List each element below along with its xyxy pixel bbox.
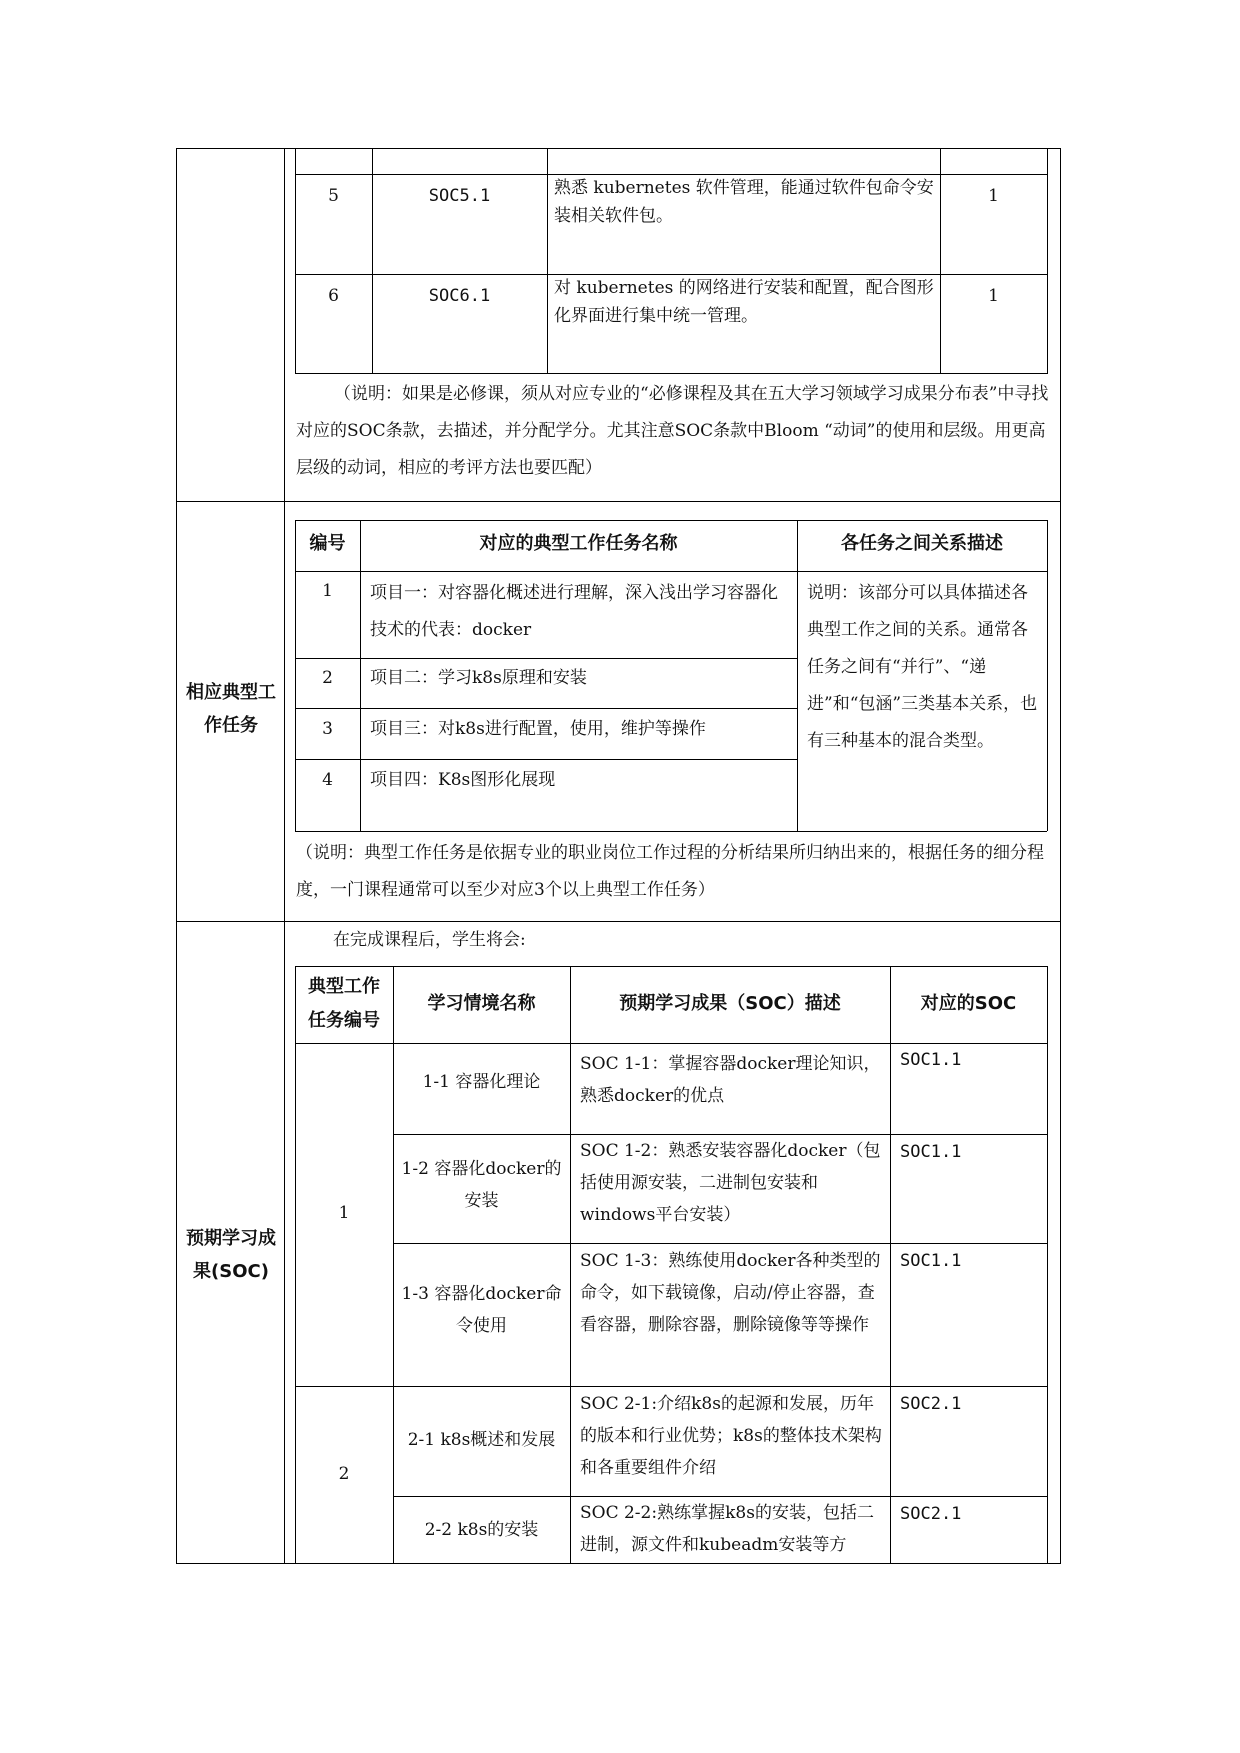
task-name: 项目三：对k8s进行配置，使用，维护等操作 bbox=[370, 719, 706, 739]
soc-description: 熟悉 kubernetes 软件管理，能通过软件包命令安装相关软件包。 bbox=[554, 178, 934, 226]
context-name: 1-2 容器化docker的安装 bbox=[401, 1159, 562, 1211]
task-relation-description: 说明：该部分可以具体描述各典型工作之间的关系。通常各任务之间有“并行”、“递进”和“包涵”三类基本关系，也有三种基本的混合类型。 bbox=[807, 583, 1038, 751]
header-outcome-description: 预期学习成果（SOC）描述 bbox=[619, 993, 841, 1014]
header-context-name: 学习情境名称 bbox=[427, 993, 536, 1014]
task-group-number: 2 bbox=[338, 1464, 350, 1484]
task-name: 项目四：K8s图形化展现 bbox=[370, 770, 556, 790]
soc-code: SOC5.1 bbox=[428, 186, 491, 206]
section-divider-2 bbox=[176, 921, 1061, 922]
task-number: 2 bbox=[322, 668, 333, 688]
label-column-divider bbox=[284, 148, 285, 1563]
section-divider-1 bbox=[176, 501, 1061, 502]
credit-value: 1 bbox=[988, 186, 999, 206]
section-label-outcomes: 预期学习成果(SOC) bbox=[186, 1228, 276, 1282]
task-name: 项目二：学习k8s原理和安装 bbox=[370, 668, 587, 688]
outcome-description: SOC 2-2:熟练掌握k8s的安装，包括二进制，源文件和kubeadm安装等方 bbox=[580, 1503, 874, 1555]
header-soc: 对应的SOC bbox=[920, 993, 1017, 1014]
header-task-name: 对应的典型工作任务名称 bbox=[479, 533, 678, 554]
outcome-description: SOC 1-1：掌握容器docker理论知识，熟悉docker的优点 bbox=[580, 1054, 881, 1106]
soc-code: SOC2.1 bbox=[900, 1394, 962, 1414]
section-label-tasks: 相应典型工作任务 bbox=[186, 682, 276, 736]
outcome-description: SOC 2-1:介绍k8s的起源和发展，历年的版本和行业优势；k8s的整体技术架构和各重要组件介绍 bbox=[580, 1394, 882, 1478]
context-name: 1-3 容器化docker命令使用 bbox=[401, 1284, 562, 1336]
task-number: 1 bbox=[322, 581, 333, 601]
soc-code: SOC6.1 bbox=[428, 286, 491, 306]
context-name: 2-2 k8s的安装 bbox=[424, 1520, 539, 1540]
soc-code: SOC2.1 bbox=[900, 1504, 962, 1524]
outcome-description: SOC 1-3：熟练使用docker各种类型的命令，如下载镜像，启动/停止容器，查看容器，删除容器，删除镜像等等操作 bbox=[580, 1251, 881, 1335]
context-name: 1-1 容器化理论 bbox=[422, 1072, 541, 1092]
tasks-note: （说明：典型工作任务是依据专业的职业岗位工作过程的分析结果所归纳出来的，根据任务的细分程度，一门课程通常可以至少对应3个以上典型工作任务） bbox=[296, 843, 1044, 900]
credit-value: 1 bbox=[988, 286, 999, 306]
header-task-number: 典型工作任务编号 bbox=[308, 976, 380, 1031]
task-name: 项目一：对容器化概述进行理解，深入浅出学习容器化技术的代表：docker bbox=[370, 583, 778, 640]
outer-bottom-border bbox=[176, 1563, 1061, 1564]
soc-code: SOC1.1 bbox=[900, 1251, 962, 1271]
outcomes-intro: 在完成课程后，学生将会: bbox=[333, 930, 526, 950]
soc-description: 对 kubernetes 的网络进行安装和配置，配合图形化界面进行集中统一管理。 bbox=[554, 278, 934, 326]
outer-left-border bbox=[176, 148, 177, 1563]
task-number: 4 bbox=[322, 770, 333, 790]
row-number: 5 bbox=[328, 186, 339, 206]
task-number: 3 bbox=[322, 719, 333, 739]
context-name: 2-1 k8s概述和发展 bbox=[407, 1430, 556, 1450]
outer-right-border bbox=[1060, 148, 1061, 1563]
soc-code: SOC1.1 bbox=[900, 1050, 962, 1070]
header-number: 编号 bbox=[309, 533, 346, 554]
row-number: 6 bbox=[328, 286, 339, 306]
header-relation: 各任务之间关系描述 bbox=[841, 533, 1003, 554]
task-group-number: 1 bbox=[338, 1203, 350, 1223]
soc-note: （说明：如果是必修课，须从对应专业的“必修课程及其在五大学习领域学习成果分布表”中寻找对应的SOC条款，去描述，并分配学分。尤其注意SOC条款中Bloom “动词”的使用和层级。用更高层级的动词，相应的考评方法也要匹配） bbox=[296, 384, 1049, 478]
outcome-description: SOC 1-2：熟悉安装容器化docker（包括使用源安装，二进制包安装和windows平台安装） bbox=[580, 1141, 881, 1225]
soc-code: SOC1.1 bbox=[900, 1142, 962, 1162]
